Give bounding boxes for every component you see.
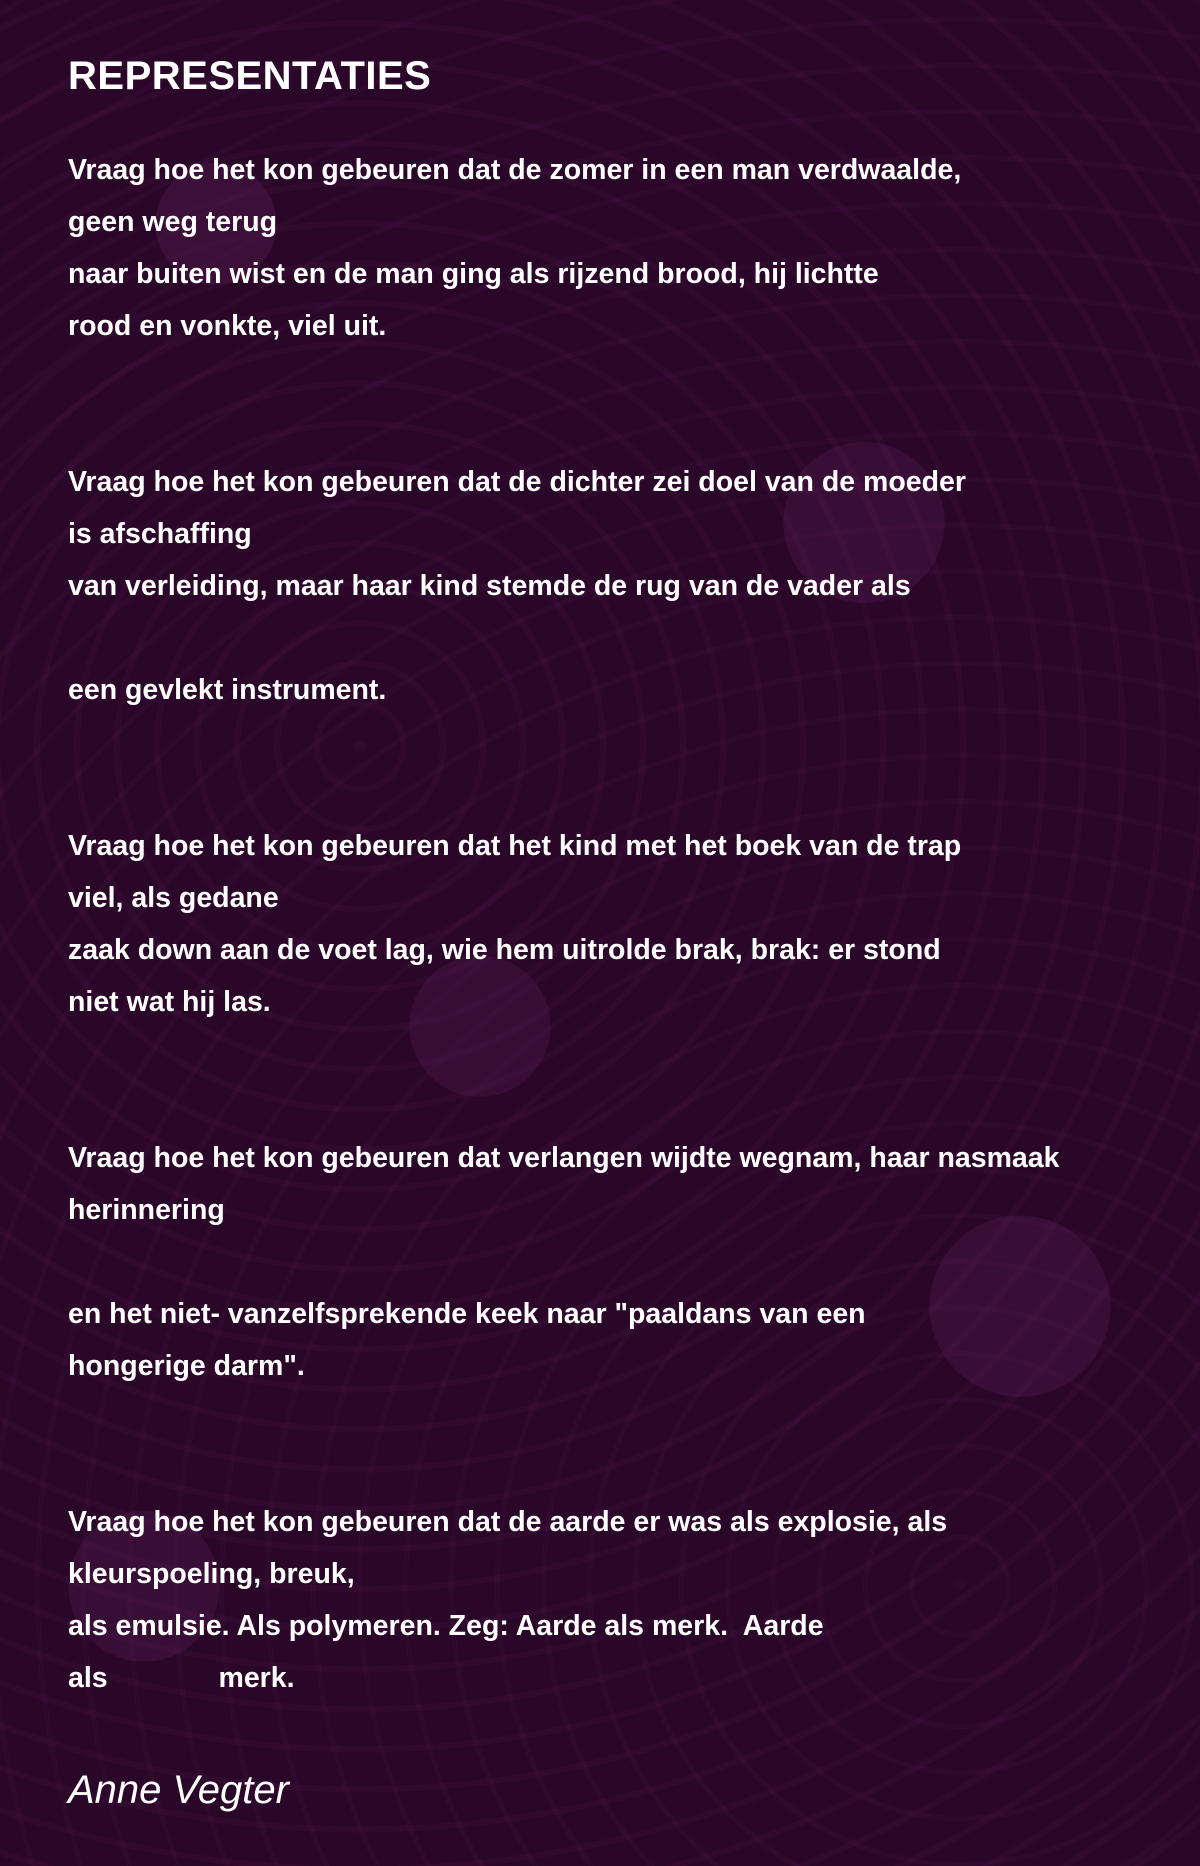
poem-line: een gevlekt instrument. xyxy=(68,674,387,706)
stanza-gap xyxy=(68,612,1188,664)
poem-author: Anne Vegter xyxy=(68,1768,289,1812)
poem-line: Vraag hoe het kon gebeuren dat de aarde er was als explosie, als xyxy=(68,1506,948,1538)
stanza-gap xyxy=(68,1080,1188,1132)
poem-line: Vraag hoe het kon gebeuren dat de zomer in een man verdwaalde, xyxy=(68,154,962,186)
poem-line: Vraag hoe het kon gebeuren dat verlangen wijdte wegnam, haar nasmaak xyxy=(68,1142,1060,1174)
poem-body xyxy=(68,144,1188,1704)
poem-line: als merk. xyxy=(68,1662,295,1694)
poem-line: kleurspoeling, breuk, xyxy=(68,1558,355,1590)
poem-line: Vraag hoe het kon gebeuren dat het kind met het boek van de trap xyxy=(68,830,962,862)
stanza-gap xyxy=(68,404,1188,456)
poem-line: herinnering xyxy=(68,1194,225,1226)
poem-container xyxy=(68,48,1188,1704)
stanza-gap xyxy=(68,716,1188,768)
poem-line: hongerige darm". xyxy=(68,1350,305,1382)
stanza-gap xyxy=(68,1392,1188,1444)
poem-line: niet wat hij las. xyxy=(68,986,271,1018)
stanza-gap xyxy=(68,1236,1188,1288)
poem-line: als emulsie. Als polymeren. Zeg: Aarde als merk. Aarde xyxy=(68,1610,824,1642)
stanza-gap xyxy=(68,1444,1188,1496)
poem-line: van verleiding, maar haar kind stemde de rug van de vader als xyxy=(68,570,911,602)
poem-line: zaak down aan de voet lag, wie hem uitrolde brak, brak: er stond xyxy=(68,934,941,966)
stanza-gap xyxy=(68,1028,1188,1080)
poem-line: viel, als gedane xyxy=(68,882,279,914)
stanza-gap xyxy=(68,352,1188,404)
stanza-gap xyxy=(68,768,1188,820)
poem-line: en het niet- vanzelfsprekende keek naar "paaldans van een xyxy=(68,1298,866,1330)
poem-line: Vraag hoe het kon gebeuren dat de dichter zei doel van de moeder xyxy=(68,466,966,498)
poem-title: REPRESENTATIES xyxy=(68,54,432,98)
poem-line: geen weg terug xyxy=(68,206,278,238)
poem-line: rood en vonkte, viel uit. xyxy=(68,310,387,342)
poem-line: naar buiten wist en de man ging als rijzend brood, hij lichtte xyxy=(68,258,879,290)
poem-line: is afschaffing xyxy=(68,518,252,550)
